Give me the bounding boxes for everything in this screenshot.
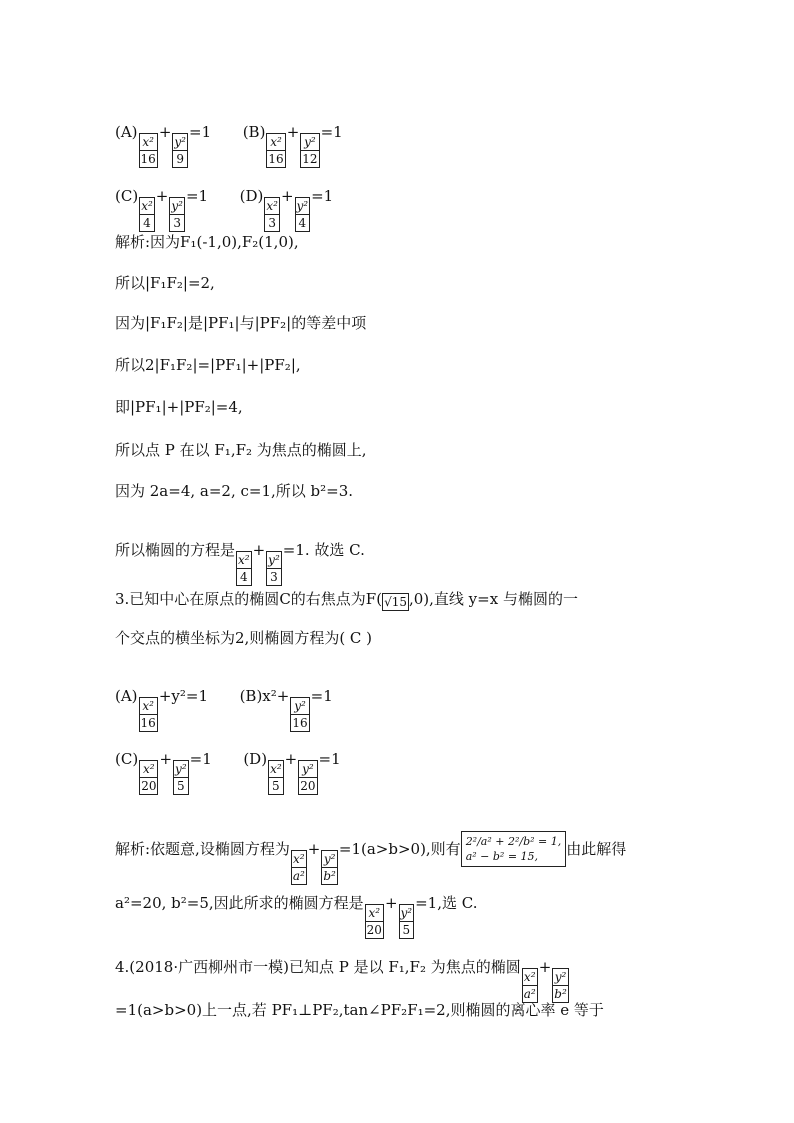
solution-2-line2: a²=20, b²=5,因此所求的椭圆方程是 $\frac{\text{x²}}{20}$ + $\frac{\text{y²}}{5}$ =1,选 C.	[115, 894, 478, 937]
solution-2-line1: 解析:依题意,设椭圆方程为 $\frac{\text{x²}}{\text{a²}}$ + $\frac{\text{y²}}{\text{b²}}$ =1(a>b>0),则有 2²/a² + 2²/b² = 1, a² − b² = 15, 由此解得	[115, 831, 626, 885]
fraction: $\frac{\text{x²}}{4}$	[141, 199, 153, 230]
solution-line: 所以2|F₁F₂|=|PF₁|+|PF₂|,	[115, 356, 301, 374]
fraction: $\frac{\text{x²}}{20}$	[141, 762, 157, 793]
fraction: $\frac{\text{y²}}{5}$	[175, 762, 187, 793]
solution-line: 因为 2a=4, a=2, c=1,所以 b²=3.	[115, 482, 354, 500]
question-3-line2: 个交点的横坐标为2,则椭圆方程为( C )	[115, 629, 373, 647]
fraction: $\frac{\text{y²}}{20}$	[300, 762, 316, 793]
fraction: $\frac{\text{y²}}{12}$	[302, 135, 318, 166]
fraction: $\frac{\text{x²}}{5}$	[270, 762, 282, 793]
fraction: $\frac{\text{x²}}{16}$	[140, 135, 156, 166]
fraction: $\frac{\text{x²}}{16}$	[140, 699, 156, 730]
fraction: $\frac{\text{x²}}{\text{a²}}$	[292, 852, 305, 883]
fraction: $\frac{\text{y²}}{9}$	[174, 135, 186, 166]
fraction: $\frac{\text{y²}}{3}$	[268, 553, 280, 584]
option-a-label: (A)	[115, 123, 138, 141]
solution-line: 因为|F₁F₂|是|PF₁|与|PF₂|的等差中项	[115, 314, 367, 332]
sqrt-15: √15	[384, 595, 407, 609]
fraction: $\frac{\text{y²}}{5}$	[400, 906, 413, 937]
question-3: 3.已知中心在原点的椭圆C的右焦点为F( √15 ,0),直线 y=x 与椭圆的一	[115, 590, 578, 609]
fraction: $\frac{\text{y²}}{\text{b²}}$	[554, 970, 567, 1001]
fraction: $\frac{\text{x²}}{4}$	[238, 553, 250, 584]
fraction: $\frac{\text{y²}}{\text{b²}}$	[323, 852, 336, 883]
fraction: $\frac{\text{y²}}{4}$	[296, 199, 309, 230]
option-d-label: (D)	[239, 187, 264, 205]
fraction: $\frac{\text{x²}}{20}$	[366, 906, 382, 937]
option-row-ab-2: (A) $\frac{\text{x²}}{16}$ +y²=1 (B)x²+ $\frac{\text{y²}}{16}$ =1	[115, 687, 333, 730]
solution-line: 即|PF₁|+|PF₂|=4,	[115, 398, 243, 416]
question-4-line2: =1(a>b>0)上一点,若 PF₁⊥PF₂,tan∠PF₂F₁=2,则椭圆的离心率 e 等于	[115, 1001, 604, 1019]
option-row-ab: (A) $\frac{\text{x²}}{16}$ + $\frac{\text{y²}}{9}$ =1 (B) $\frac{\text{x²}}{16}$ + $\frac{\text{y²}}{12}$ =1	[115, 123, 343, 166]
question-4: 4.(2018·广西柳州市一模)已知点 P 是以 F₁,F₂ 为焦点的椭圆 $\frac{\text{x²}}{\text{a²}}$ + $\frac{\text{y²}}{\text{b²}}$	[115, 958, 567, 1001]
fraction: $\frac{\text{y²}}{16}$	[292, 699, 308, 730]
option-row-cd: (C) $\frac{\text{x²}}{4}$ + $\frac{\text{y²}}{3}$ =1 (D) $\frac{\text{x²}}{3}$ + $\frac{\text{y²}}{4}$ =1	[115, 187, 334, 230]
solution-line: 所以|F₁F₂|=2,	[115, 274, 215, 292]
option-row-cd-2: (C) $\frac{\text{x²}}{20}$ + $\frac{\text{y²}}{5}$ =1 (D) $\frac{\text{x²}}{5}$ + $\frac{\text{y²}}{20}$ =1	[115, 750, 341, 793]
solution-line: 所以点 P 在以 F₁,F₂ 为焦点的椭圆上,	[115, 441, 367, 459]
solution-line-final: 所以椭圆的方程是 $\frac{\text{x²}}{4}$ + $\frac{\text{y²}}{3}$ =1. 故选 C.	[115, 541, 365, 584]
fraction: $\frac{\text{x²}}{3}$	[266, 199, 278, 230]
option-c-label: (C)	[115, 187, 139, 205]
solution-line: 解析:因为F₁(-1,0),F₂(1,0),	[115, 233, 299, 251]
fraction: $\frac{\text{x²}}{\text{a²}}$	[523, 970, 536, 1001]
option-b-label: (B)	[242, 123, 266, 141]
fraction: $\frac{\text{y²}}{3}$	[171, 199, 183, 230]
fraction: $\frac{\text{x²}}{16}$	[268, 135, 284, 166]
equation-system: 2²/a² + 2²/b² = 1, a² − b² = 15,	[461, 831, 567, 867]
